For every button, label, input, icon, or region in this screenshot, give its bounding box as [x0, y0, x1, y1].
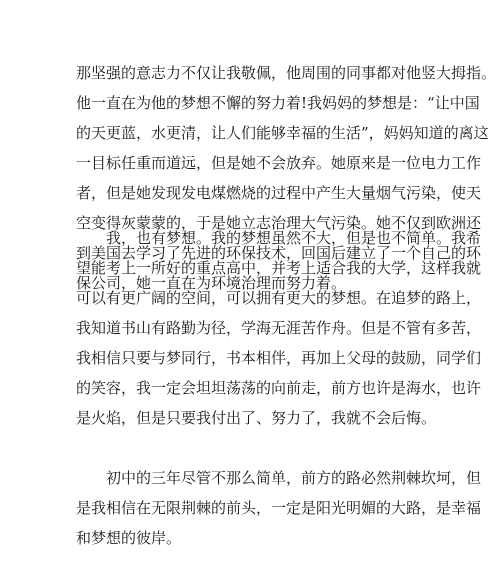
paragraph-line: 他一直在为他的梦想不懈的努力着!我妈妈的梦想是：“让中国: [76, 94, 480, 112]
paragraph-line: 空变得灰蒙蒙的，于是她立志治理大气污染。她不仅到欧洲还: [76, 214, 482, 232]
paragraph-line: 我知道书山有路勤为径，学海无涯苦作舟。但是不管有多苦，: [76, 319, 482, 337]
paragraph-line: 我相信只要与梦同行，书本相伴，再加上父母的鼓励，同学们: [76, 349, 482, 367]
paragraph-line: 的天更蓝，水更清，让人们能够幸福的生活”，妈妈知道的离这: [76, 124, 489, 142]
paragraph-line: 那坚强的意志力不仅让我敬佩，他周围的同事都对他竖大拇指。: [76, 64, 497, 82]
paragraph-line: 初中的三年尽管不那么简单，前方的路必然荆棘坎坷，但: [106, 469, 482, 487]
paragraph-line: 我，也有梦想。我的梦想虽然不大，但是也不简单。我希: [106, 229, 482, 247]
paragraph-line: 和梦想的彼岸。: [76, 529, 182, 547]
paragraph-line: 是火焰，但是只要我付出了、努力了，我就不会后悔。: [76, 409, 437, 427]
paragraph-line: 一目标任重而道远，但是她不会放弃。她原来是一位电力工作: [76, 154, 482, 172]
paragraph-line: 是我相信在无限荆棘的前头，一定是阳光明媚的大路，是幸福: [76, 499, 482, 517]
paragraph-line: 者，但是她发现发电煤燃烧的过程中产生大量烟气污染，使天: [76, 184, 482, 202]
paragraph-line: 望能考上一所好的重点高中，并考上适合我的大学，这样我就: [76, 259, 482, 277]
paragraph-line: 到美国去学习了先进的环保技术，回国后建立了一个自己的环: [76, 244, 482, 262]
paragraph-line: 的笑容，我一定会坦坦荡荡的向前走，前方也许是海水，也许: [76, 379, 482, 397]
paragraph-conclusion: [76, 463, 482, 553]
paragraph-line: 可以有更广阔的空间，可以拥有更大的梦想。在追梦的路上，: [76, 289, 482, 307]
paragraph-line: 保公司，她一直在为环境治理而努力着。: [76, 274, 347, 292]
